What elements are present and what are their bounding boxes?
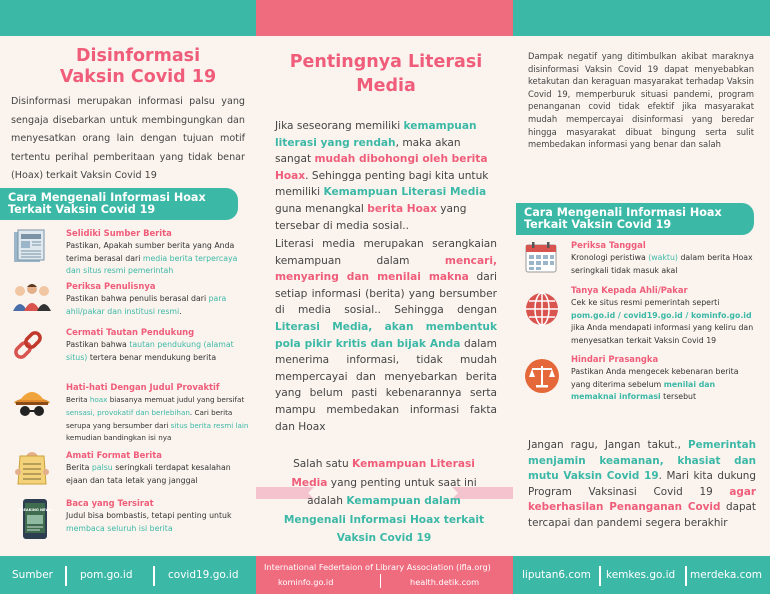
tip-desc: Kronologi peristiwa (waktu) dalam berita Hoax seringkali tidak masuk akal [571, 253, 753, 275]
tip-desc: Pastikan bahwa tautan pendukung (alamat situs) tertera benar mendukung berita [66, 340, 234, 362]
tip-desc: Cek ke situs resmi pemerintah seperti pom.go.id / covid19.go.id / kominfo.go.id jika Anda mendapati informasi yang keliru dan menyesatkan terkait Vaksin Covid 19 [571, 298, 754, 345]
footer-separator [380, 574, 381, 588]
tip-title: Selidiki Sumber Berita [66, 228, 172, 238]
right-section-line1: Cara Mengenali Informasi Hoax [524, 206, 722, 219]
left-section-line2: Terkait Vaksin Covid 19 [8, 203, 156, 216]
right-section-line2: Terkait Vaksin Covid 19 [524, 218, 672, 231]
tip-cermati-tautan [10, 327, 248, 373]
detective-icon [10, 386, 54, 422]
phone-news-icon [17, 498, 53, 540]
left-intro: Disinformasi merupakan informasi palsu yang sengaja disebarkan untuk membingungkan dan menyesatkan orang lain dengan tujuan motif tertentu perihal pemberitaan yang tidak benar (Hoax) terkait Vaksin Covid 19 [11, 96, 245, 182]
footer-separator [685, 566, 687, 586]
middle-quote: Salah satu Kemampuan Literasi Media yang penting untuk saat ini adalah Kemampuan dalam Mengenali Informasi Hoax terkait Vaksin Covid 19 [283, 458, 485, 545]
experts-icon [10, 281, 54, 317]
footer-separator [153, 566, 155, 586]
footer-separator [65, 566, 67, 586]
middle-title-line1: Pentingnya Literasi [289, 52, 483, 72]
tip-desc: Pastikan bahwa penulis berasal dari para ahli/pakar dan institusi resmi. [66, 294, 227, 316]
middle-paragraph-1: Jika seseorang memiliki kemampuan literasi yang rendah, maka akan sangat mudah dibohongi oleh berita Hoax. Sehingga penting bagi kita untuk memiliki Kemampuan Literasi Media guna menangkal berita Hoax yang tersebar di media sosial.. [275, 120, 489, 232]
footer-link[interactable]: merdeka.com [690, 569, 763, 581]
top-bar-right [513, 0, 770, 36]
middle-paragraph-2: Literasi media merupakan serangkaian kemampuan dalam mencari, menyaring dan menilai makna dari setiap informasi (berita) yang bersumber di media sosial.. Sehingga dengan Literasi Media, akan membentuk pola pikir kritis dan bijak Anda dalam menerima informasi, tidak mudah mempercayai dan menyebarkan berita yang belum pasti kebenarannya serta mampu membedakan informasi fakta dan Hoax [275, 238, 497, 433]
footer-link[interactable]: kemkes.go.id [606, 569, 676, 581]
link-icon [10, 327, 54, 363]
tip-tanya-ahli [524, 285, 756, 345]
top-bar-left [0, 0, 256, 36]
tip-format-berita [10, 450, 248, 494]
footer-link[interactable]: kominfo.go.id [278, 577, 334, 587]
scale-icon [524, 358, 560, 394]
tip-title: Hindari Prasangka [571, 354, 659, 364]
tip-title: Cermati Tautan Pendukung [66, 327, 195, 337]
right-intro: Dampak negatif yang ditimbulkan akibat maraknya disinformasi Vaksin Covid 19 dapat menyebabkan ketakutan dan keraguan masyarakat terhadap Vaksin Covid 19, memperburuk situasi pandemi, program penanganan covid tidak efektif jika masyarakat mudah mempercayai disinformasi yang beredar hingga masyarakat dibuat bingung serta sulit membedakan informasi yang benar dan salah [528, 51, 754, 150]
tip-title: Tanya Kepada Ahli/Pakar [571, 285, 688, 295]
right-section-heading [516, 203, 754, 235]
tip-title: Baca yang Tersirat [66, 498, 154, 508]
footer-separator [599, 566, 601, 586]
footer-link[interactable]: pom.go.id [80, 569, 133, 581]
right-closing: Jangan ragu, Jangan takut., Pemerintah menjamin keamanan, khasiat dan mutu Vaksin Covid 19. Mari kita dukung Program Vaksinasi Covid 19 agar keberhasilan Penanganan Covid dapat tercapai dan pandemi segera berakhir [528, 439, 756, 529]
tip-desc: Berita palsu seringkali terdapat kesalahan ejaan dan tata letak yang janggal [66, 463, 231, 485]
calendar-icon [524, 240, 560, 276]
reader-icon [10, 450, 54, 486]
tip-desc: Berita hoax biasanya memuat judul yang bersifat sensasi, provokatif dan berlebihan. Cari berita serupa yang bersumber dari situs berita resmi lain kemudian bandingkan isi nya [66, 395, 249, 443]
tip-title: Hati-hati Dengan Judul Provaktif [66, 382, 220, 392]
tip-title: Amati Format Berita [66, 450, 162, 460]
left-section-heading [0, 188, 238, 220]
tip-title: Periksa Tanggal [571, 240, 646, 250]
tip-desc: Judul bisa bombastis, tetapi penting untuk membaca seluruh isi berita [66, 511, 232, 533]
phone-news-label: BREAKING NEWS [17, 508, 53, 512]
tip-baca-tersirat [10, 498, 248, 544]
tip-judul-provokatif [10, 382, 248, 444]
top-bar-middle [256, 0, 513, 36]
middle-title [270, 50, 502, 98]
tip-periksa-penulis [10, 281, 248, 325]
newspaper-icon [10, 228, 54, 264]
footer-ifla: International Federtaion of Library Association (ifla.org) [264, 562, 491, 572]
tip-title: Periksa Penulisnya [66, 281, 156, 291]
tip-selidiki-sumber [10, 228, 248, 276]
footer-link[interactable]: covid19.go.id [168, 569, 239, 581]
left-section-line1: Cara Mengenali Informasi Hoax [8, 191, 206, 204]
tip-hindari-prasangka [524, 354, 756, 404]
footer-link[interactable]: liputan6.com [522, 569, 591, 581]
left-title [20, 46, 256, 88]
left-title-line2: Vaksin Covid 19 [59, 67, 217, 87]
tip-desc: Pastikan Anda mengecek kebenaran berita yang diterima sebelum menilai dan memaknai informasi tersebut [571, 367, 739, 402]
footer-link[interactable]: health.detik.com [410, 577, 480, 587]
tip-periksa-tanggal [524, 240, 756, 280]
globe-icon [524, 291, 560, 327]
left-title-line1: Disinformasi [75, 46, 201, 66]
footer-source-label: Sumber [12, 569, 53, 581]
tip-desc: Pastikan, Apakah sumber berita yang Anda terima berasal dari media berita terpercaya dan situs resmi pemerintah [66, 241, 238, 276]
middle-title-line2: Media [356, 76, 416, 96]
